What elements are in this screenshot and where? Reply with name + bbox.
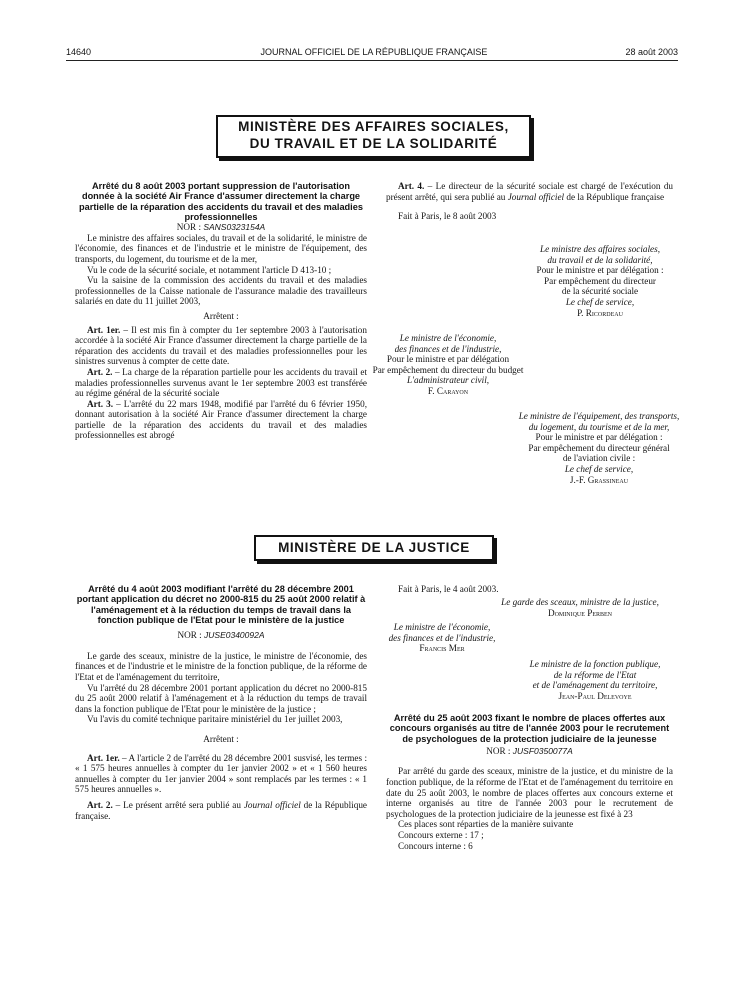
- signatory-title: Le ministre de l'économie,: [399, 333, 497, 343]
- fait-a-paris: Fait à Paris, le 4 août 2003.: [398, 584, 499, 594]
- article-2: [75, 367, 367, 399]
- signature-justice: [470, 597, 690, 618]
- article-text: – Le directeur de la sécurité sociale est chargé de l'exécution du présent arrêté, qui sera publié au: [386, 181, 674, 202]
- signatory-role: Le chef de service,: [565, 296, 635, 307]
- issue-date: 28 août 2003: [625, 47, 678, 57]
- article-text: – A l'article 2 de l'arrêté du 28 décembre 2001 susvisé, les termes : « 1 575 heures annuelles à compter du 1er janvier 2002 » et « 1 560 heures annuelles à compter du 1er janvier 2004 » sont remplacés par les termes : « 1 575 heures annuelles ».: [75, 752, 367, 795]
- article-label: Art. 3.: [87, 398, 114, 409]
- nor-reference: [386, 746, 673, 757]
- signatory-title: du travail et de la solidarité,: [547, 254, 653, 265]
- delegation-line: Pour le ministre et par délégation :: [535, 432, 663, 443]
- fait-a-paris: Fait à Paris, le 8 août 2003: [398, 211, 497, 222]
- article-1: [75, 753, 367, 795]
- header-rule: [66, 60, 678, 61]
- arrete-title: Arrêté du 25 août 2003 fixant le nombre de places offertes aux concours organisés au titre de l'année 2003 pour le recrutement de psychologues de la protection judiciaire de la jeunesse: [389, 713, 670, 744]
- signatory-name: P. Ricordeau: [577, 307, 623, 318]
- arrete-air-france-left: [75, 181, 367, 441]
- arretent-heading: Arrêtent :: [203, 310, 239, 321]
- signatory-role: Le chef de service,: [564, 463, 634, 474]
- arretent-heading: Arrêtent :: [203, 733, 239, 744]
- article-text-end: de la République française.: [75, 799, 367, 821]
- nor-code: JUSF0350077A: [512, 745, 573, 756]
- signatory-name: F. Carayon: [427, 385, 469, 396]
- preamble: Le garde des sceaux, ministre de la justice, le ministre de l'économie, des finances et de l'industrie et le ministre de la fonction publique, de la réforme de l'Etat et de l'aménagement du territoire,: [75, 650, 367, 682]
- visa-code: Vu le code de la sécurité sociale, et notamment l'article D 413-10 ;: [87, 264, 332, 275]
- signature-economie-2: [372, 622, 512, 654]
- arrete-title: Arrêté du 8 août 2003 portant suppression de l'autorisation donnée à la société Air France d'assumer directement la charge partielle de la réparation des accidents du travail et des maladies professionnelles: [79, 181, 363, 222]
- signature-affaires-sociales: [480, 244, 720, 318]
- article-label: Art. 1er.: [87, 752, 120, 763]
- article-text: – Il est mis fin à compter du 1er septembre 2003 à l'autorisation accordée à la société Air France d'assumer directement la charge partielle de la réparation des accidents du travail et des maladies professionnelles pour les sinistres survenus à compter de cette date.: [75, 324, 367, 367]
- visa-arrete: Vu l'arrêté du 28 décembre 2001 portant application du décret no 2000-815 du 25 août 2000 relatif à l'aménagement et à la réduction du temps de travail dans la fonction publique de l'Etat pour le ministère de la justice ;: [75, 682, 367, 714]
- signature-equipement: [474, 411, 724, 485]
- article-text: – La charge de la réparation partielle pour les accidents du travail et maladies professionnelles survenus avant le 1er septembre 2003 est transférée au régime général de la sécurité sociale: [75, 366, 367, 399]
- visa-avis: Vu l'avis du comité technique paritaire ministériel du 1er juillet 2003,: [87, 714, 343, 725]
- signatory-title: Le ministre de la fonction publique,: [529, 659, 661, 669]
- delegation-line: de la sécurité sociale: [561, 286, 639, 297]
- arrete-temps-travail: [75, 584, 367, 821]
- signatory-title: des finances et de l'industrie,: [394, 343, 502, 354]
- delegation-line: de l'aviation civile :: [562, 453, 636, 464]
- signatory-role: L'administrateur civil,: [406, 375, 490, 386]
- signatory-title: du logement, du tourisme et de la mer,: [528, 421, 670, 432]
- journal-officiel-ref: Journal officiel: [507, 191, 565, 202]
- signatory-title: et de l'aménagement du territoire,: [532, 680, 658, 691]
- article-1: [75, 325, 367, 367]
- delegation-line: Par empêchement du directeur général: [528, 442, 670, 453]
- signatory-title: Le ministre de l'économie,: [393, 622, 491, 632]
- decision-text: Par arrêté du garde des sceaux, ministre de la justice, et du ministre de la fonction publique, de la réforme de l'Etat et de l'aménagement du territoire en date du 25 août 2003, le nombre de places offertes aux concours externe et interne organisés au titre de l'année 2003 pour le recrutement de psychologues de la protection judiciaire de la jeunesse est fixé à 23: [386, 766, 673, 819]
- nor-code: SANS0323154A: [203, 222, 266, 233]
- signature-economie: [358, 333, 538, 397]
- signatory-title: des finances et de l'industrie,: [388, 632, 496, 643]
- preamble: Le ministre des affaires sociales, du travail et de la solidarité, le ministre de l'économie, des finances et de l'industrie et le ministre de l'équipement, des transports, du logement, du tourisme et de la mer,: [75, 232, 367, 264]
- article-text: – Le présent arrêté sera publié au: [112, 799, 244, 810]
- concours-externe: Concours externe : 17 ;: [398, 830, 484, 841]
- delegation-line: Pour le ministre et par délégation: [386, 354, 510, 365]
- nor-reference: [75, 222, 367, 233]
- page-number: 14640: [66, 47, 92, 57]
- signatory-name: Francis Mer: [419, 643, 465, 654]
- delegation-line: Par empêchement du directeur du budget: [372, 364, 524, 375]
- nor-label: NOR :: [176, 222, 202, 233]
- nor-label: NOR :: [177, 630, 202, 641]
- journal-title: JOURNAL OFFICIEL DE LA RÉPUBLIQUE FRANÇAISE: [260, 47, 488, 57]
- article-label: Art. 2.: [87, 366, 113, 377]
- visa-saisine: Vu la saisine de la commission des accidents du travail et des maladies professionnelles de la Caisse nationale de l'assurance maladie des travailleurs salariés en date du 11 juillet 2003,: [75, 275, 367, 307]
- article-3: [75, 399, 367, 441]
- ministry-heading-line2: DU TRAVAIL ET DE LA SOLIDARITÉ: [249, 136, 498, 151]
- signatory-title: de la réforme de l'Etat: [553, 669, 637, 680]
- signature-fonction-publique: [515, 659, 675, 701]
- nor-reference: [75, 630, 367, 641]
- article-2: [75, 800, 367, 821]
- ministry-heading-line1: MINISTÈRE DE LA JUSTICE: [278, 540, 470, 555]
- arrete-temps-travail-right: [386, 584, 673, 595]
- arrete-psychologues: [386, 713, 673, 851]
- nor-label: NOR :: [486, 745, 511, 756]
- signatory-title: Le ministre de l'équipement, des transports,: [518, 411, 680, 421]
- signatory-title: Le garde des sceaux, ministre de la justice,: [501, 597, 659, 607]
- concours-interne: Concours interne : 6: [398, 840, 473, 851]
- article-text-end: de la République française: [564, 191, 665, 202]
- journal-officiel-ref: Journal officiel: [243, 799, 301, 810]
- signatory-name: Dominique Perben: [547, 607, 613, 618]
- delegation-line: Par empêchement du directeur: [544, 275, 656, 286]
- signatory-name: Jean-Paul Delevoye: [558, 690, 632, 701]
- article-label: Art. 4.: [398, 181, 425, 191]
- repartition-intro: Ces places sont réparties de la manière suivante: [398, 819, 574, 830]
- article-label: Art. 2.: [87, 799, 113, 810]
- arrete-air-france-right: [386, 181, 673, 222]
- delegation-line: Pour le ministre et par délégation :: [536, 265, 664, 276]
- article-label: Art. 1er.: [87, 324, 121, 335]
- arrete-title: Arrêté du 4 août 2003 modifiant l'arrêté du 28 décembre 2001 portant application du décret no 2000-815 du 25 août 2000 relatif à l'aménagement et à la réduction du temps de travail dans la fonction publique de l'Etat pour le ministère de la justice: [76, 584, 366, 625]
- signatory-name: J.-F. Grassineau: [569, 474, 629, 485]
- article-text: – L'arrêté du 22 mars 1948, modifié par l'arrêté du 6 février 1950, donnant autorisation à la société Air France d'assumer directement la charge partielle de la réparation des accidents du travail et des maladies professionnelles est abrogé: [75, 398, 367, 441]
- ministry-heading-box: [216, 115, 531, 158]
- nor-code: JUSE0340092A: [204, 630, 265, 641]
- signatory-title: Le ministre des affaires sociales,: [539, 244, 661, 254]
- ministry-justice-box: [254, 535, 494, 561]
- ministry-heading-line1: MINISTÈRE DES AFFAIRES SOCIALES,: [238, 119, 509, 134]
- article-4: [386, 181, 673, 202]
